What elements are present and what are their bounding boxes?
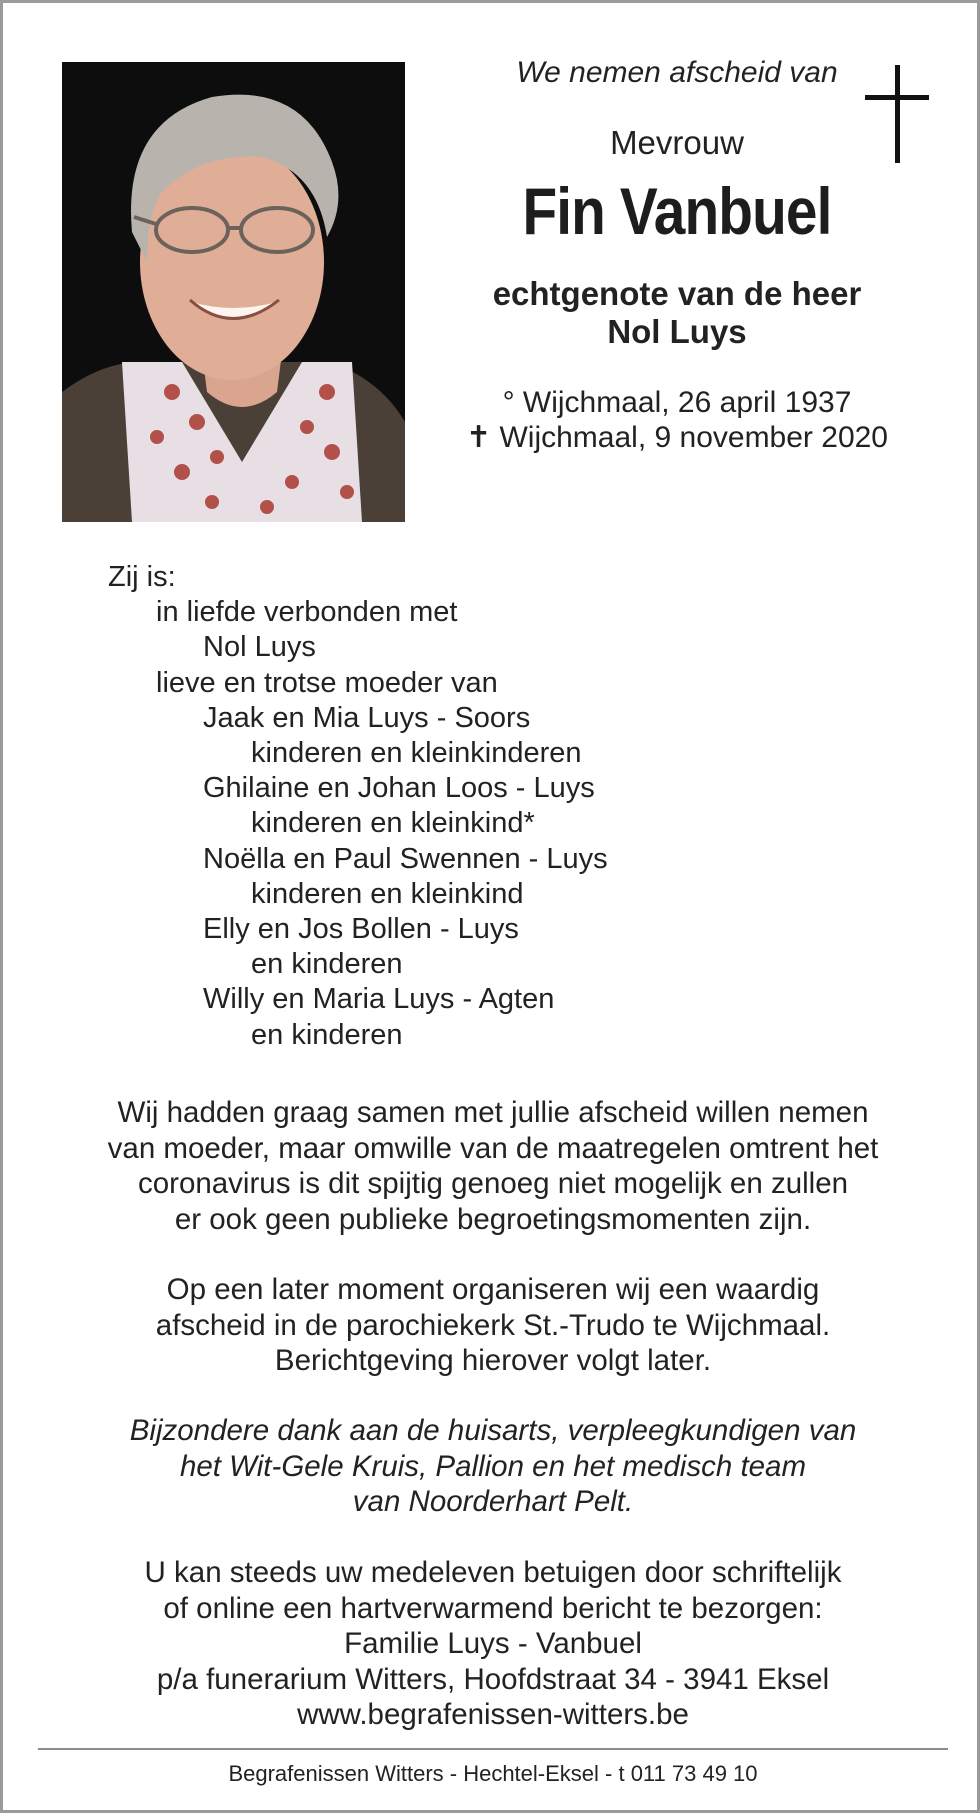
paragraph-line: Berichtgeving hierover volgt later. — [274, 1344, 712, 1377]
family-line: Elly en Jos Bollen - Luys — [203, 913, 519, 946]
spouse-name: Nol Luys — [607, 313, 747, 350]
portrait-illustration — [62, 62, 405, 522]
family-line: Willy en Maria Luys - Agten — [203, 983, 555, 1016]
paragraph-line: er ook geen publieke begroetingsmomenten zijn. — [174, 1202, 812, 1236]
paragraph-line: Op een later moment organiseren wij een waardig — [166, 1273, 820, 1306]
paragraph-line: Familie Luys - Vanbuel — [344, 1627, 642, 1660]
deceased-name: Fin Vanbuel — [522, 174, 832, 248]
birth-date: ° Wijchmaal, 26 april 1937 — [502, 386, 852, 419]
family-line: kinderen en kleinkind* — [251, 807, 535, 840]
paragraph-line: p/a funerarium Witters, Hoofdstraat 34 - 3941 Eksel — [156, 1662, 830, 1696]
family-line: lieve en trotse moeder van — [156, 666, 498, 699]
funeral-home-footer: Begrafenissen Witters - Hechtel-Eksel - t 011 73 49 10 — [228, 1761, 758, 1786]
family-line: Noëlla en Paul Swennen - Luys — [203, 842, 608, 875]
paragraph-line: van Noorderhart Pelt. — [352, 1485, 634, 1518]
thanks-text — [43, 1413, 943, 1520]
portrait-photo — [62, 62, 405, 522]
paragraph-line: afscheid in de parochiekerk St.-Trudo te Wijchmaal. — [155, 1308, 831, 1342]
family-line: Ghilaine en Johan Loos - Luys — [203, 772, 595, 805]
relation-line: echtgenote van de heer — [492, 275, 862, 312]
family-line: en kinderen — [251, 1018, 403, 1051]
family-line: Nol Luys — [203, 631, 316, 664]
paragraph-line: van moeder, maar omwille van de maatregelen omtrent het — [107, 1131, 879, 1165]
honorific: Mevrouw — [610, 124, 744, 161]
family-line: Jaak en Mia Luys - Soors — [203, 701, 531, 734]
family-list — [3, 560, 980, 1053]
family-line: in liefde verbonden met — [156, 596, 458, 629]
paragraph-line: coronavirus is dit spijtig genoeg niet mogelijk en zullen — [137, 1167, 849, 1200]
paragraph-line: Bijzondere dank aan de huisarts, verpleegkundigen van — [129, 1414, 857, 1447]
family-line: kinderen en kleinkinderen — [251, 737, 582, 770]
header-block — [443, 51, 911, 455]
paragraph-line: of online een hartverwarmend bericht te bezorgen: — [163, 1591, 823, 1625]
spouse-relation — [443, 275, 911, 351]
paragraph-line: www.begrafenissen-witters.be — [297, 1698, 689, 1731]
paragraph-line: Wij hadden graag samen met jullie afscheid willen nemen — [117, 1096, 869, 1129]
life-dates — [443, 385, 911, 455]
intro-text: We nemen afscheid van — [516, 56, 838, 89]
later-ceremony-notice — [43, 1272, 943, 1379]
death-date: ✝ Wijchmaal, 9 november 2020 — [466, 421, 888, 454]
paragraph-line: het Wit-Gele Kruis, Pallion en het medisch team — [179, 1449, 807, 1483]
family-line: en kinderen — [251, 948, 403, 981]
family-line: kinderen en kleinkind — [251, 877, 524, 910]
family-line: Zij is: — [108, 561, 176, 593]
paragraph-line: U kan steeds uw medeleven betuigen door schriftelijk — [144, 1556, 842, 1589]
condolence-contact — [43, 1555, 943, 1733]
corona-notice — [43, 1095, 943, 1237]
footer-divider — [38, 1748, 948, 1750]
